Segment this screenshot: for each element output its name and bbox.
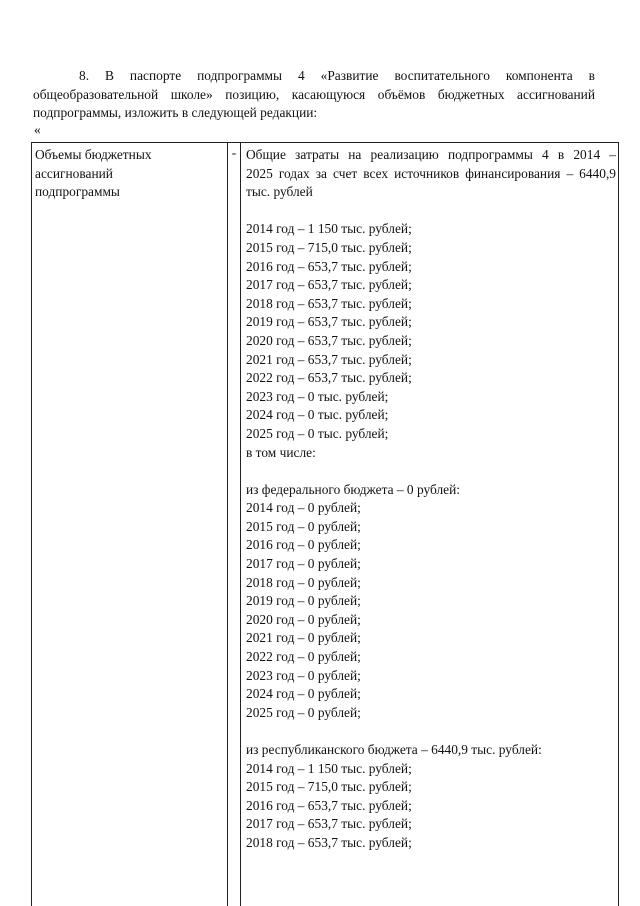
table-dash-cell (228, 143, 241, 906)
year-line: 2015 год – 0 рублей; (246, 518, 361, 534)
republic-heading: из республиканского бюджета – 6440,9 тыс. рублей: (246, 742, 542, 757)
year-line: 2018 год – 653,7 тыс. рублей; (246, 295, 412, 311)
year-line: 2014 год – 1 150 тыс. рублей; (246, 760, 412, 776)
year-line: 2019 год – 0 рублей; (246, 593, 361, 609)
year-line: 2023 год – 0 рублей; (246, 667, 361, 683)
budget-table (31, 142, 619, 906)
dash-separator: - (231, 145, 237, 160)
year-line: 2014 год – 1 150 тыс. рублей; (246, 221, 412, 237)
year-line: 2017 год – 0 рублей; (246, 556, 361, 572)
table-content-cell (241, 143, 619, 906)
year-line: 2015 год – 715,0 тыс. рублей; (246, 239, 412, 255)
budget-label-line: Объемы бюджетных (35, 147, 152, 162)
summary-line: 2025 годах за счет всех источников финансирования – 6440,9 (246, 165, 616, 181)
year-line: 2020 год – 653,7 тыс. рублей; (246, 332, 412, 348)
budget-content (246, 146, 616, 853)
year-line: 2020 год – 0 рублей; (246, 611, 361, 627)
budget-label (35, 146, 152, 202)
year-line: 2019 год – 653,7 тыс. рублей; (246, 314, 412, 330)
intro-line-3: подпрограммы, изложить в следующей редакции: (33, 105, 318, 120)
federal-years-list (246, 499, 616, 722)
year-line: 2017 год – 653,7 тыс. рублей; (246, 277, 412, 293)
summary-tail: тыс. рублей (246, 184, 313, 200)
intro-line-1: 8. В паспорте подпрограммы 4 «Развитие воспитательного компонента в (79, 68, 595, 83)
including-label: в том числе: (246, 444, 316, 460)
blank-line (246, 462, 616, 481)
intro-line-2: общеобразовательной школе» позицию, касающуюся объёмов бюджетных ассигнований (33, 86, 595, 102)
year-line: 2016 год – 0 рублей; (246, 537, 361, 553)
blank-line (246, 722, 616, 741)
year-line: 2014 год – 0 рублей; (246, 500, 361, 516)
blank-line (246, 202, 616, 221)
federal-heading: из федерального бюджета – 0 рублей: (246, 481, 461, 497)
opening-quote-mark: « (34, 122, 41, 137)
year-line: 2025 год – 0 рублей; (246, 704, 361, 720)
year-line: 2022 год – 0 рублей; (246, 649, 361, 665)
year-line: 2021 год – 653,7 тыс. рублей; (246, 351, 412, 367)
year-line: 2017 год – 653,7 тыс. рублей; (246, 816, 412, 832)
year-line: 2016 год – 653,7 тыс. рублей; (246, 258, 412, 274)
year-line: 2023 год – 0 тыс. рублей; (246, 388, 389, 404)
year-line: 2024 год – 0 тыс. рублей; (246, 407, 389, 423)
budget-label-line: ассигнований (35, 165, 113, 181)
intro-paragraph (33, 67, 595, 123)
year-line: 2022 год – 653,7 тыс. рублей; (246, 370, 412, 386)
year-line: 2018 год – 0 рублей; (246, 574, 361, 590)
budget-label-line: подпрограммы (35, 184, 120, 200)
year-line: 2024 год – 0 рублей; (246, 686, 361, 702)
republic-years-list (246, 760, 616, 853)
year-line: 2025 год – 0 тыс. рублей; (246, 425, 389, 441)
summary-line: Общие затраты на реализацию подпрограммы 4 в 2014 – (246, 147, 616, 162)
year-line: 2016 год – 653,7 тыс. рублей; (246, 797, 412, 813)
total-years-list (246, 220, 616, 443)
year-line: 2021 год – 0 рублей; (246, 630, 361, 646)
table-label-cell (32, 143, 228, 906)
year-line: 2018 год – 653,7 тыс. рублей; (246, 834, 412, 850)
year-line: 2015 год – 715,0 тыс. рублей; (246, 779, 412, 795)
